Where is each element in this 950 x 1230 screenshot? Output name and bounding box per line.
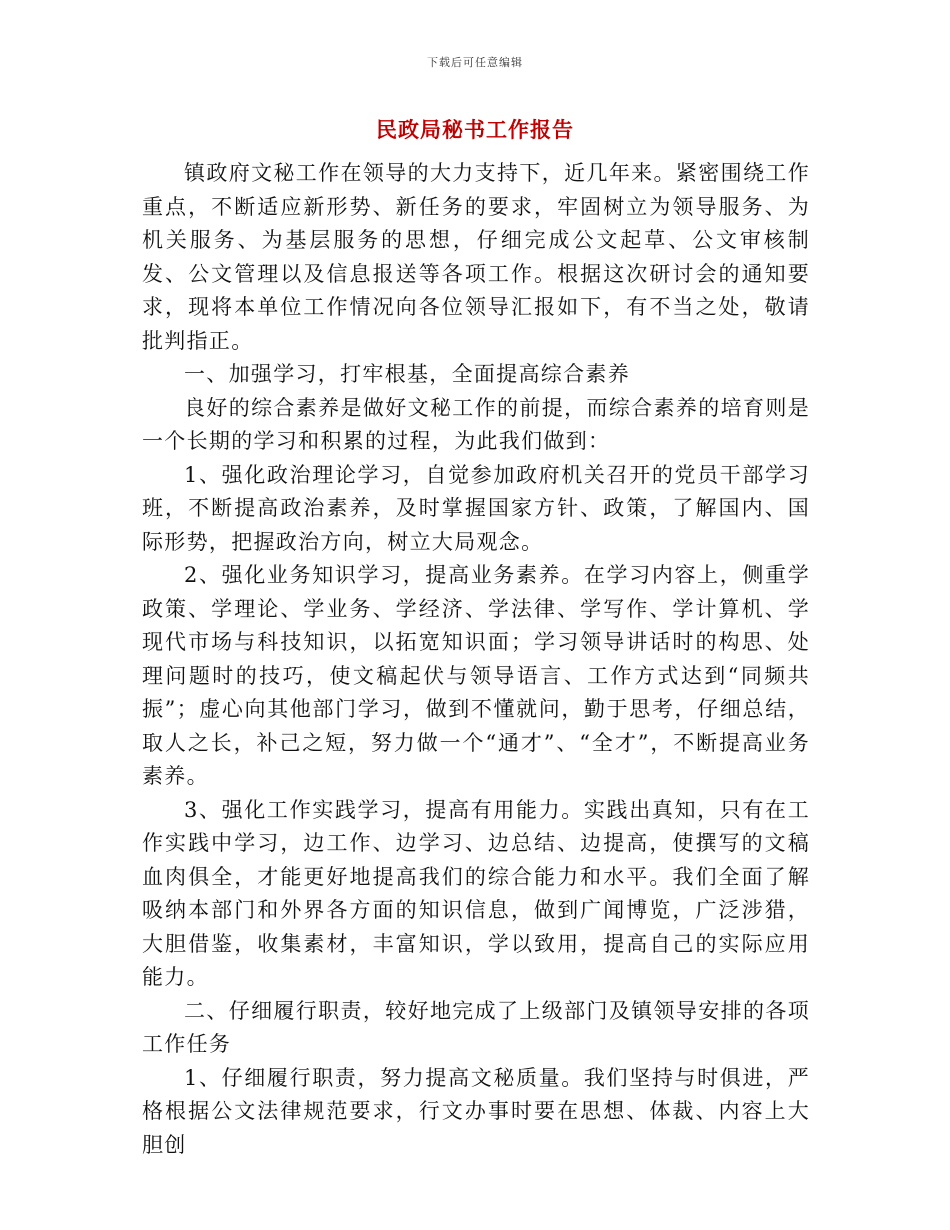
paragraph-item-2: 2、强化业务知识学习，提高业务素养。在学习内容上，侧重学政策、学理论、学业务、学经济、学法律、学写作、学计算机、学现代市场与科技知识，以拓宽知识面；学习领导讲话时的构思、处理问题时的技巧，使文稿起伏与领导语言、工作方式达到“同频共振”；虚心向其他部门学习，做到不懂就问，勤于思考，仔细总结，取人之长，补己之短，努力做一个“通才”、“全才”，不断提高业务素养。	[142, 563, 810, 788]
header-note: 下载后可任意编辑	[427, 56, 523, 69]
section-heading-2: 二、仔细履行职责，较好地完成了上级部门及镇领导安排的各项工作任务	[142, 998, 810, 1056]
section-heading-1: 一、加强学习，打牢根基，全面提高综合素养	[184, 362, 630, 386]
paragraph-section-1-intro: 良好的综合素养是做好文秘工作的前提，而综合素养的培育则是一个长期的学习和积累的过程，为此我们做到：	[142, 395, 810, 453]
document-body	[142, 157, 810, 1162]
document-title: 民政局秘书工作报告	[376, 117, 574, 142]
paragraph-item-1: 1、强化政治理论学习，自觉参加政府机关召开的党员干部学习班，不断提高政治素养，及时掌握国家方针、政策，了解国内、国际形势，把握政治方向，树立大局观念。	[142, 462, 810, 554]
paragraph-intro: 镇政府文秘工作在领导的大力支持下，近几年来。紧密围绕工作重点，不断适应新形势、新任务的要求，牢固树立为领导服务、为机关服务、为基层服务的思想，仔细完成公文起草、公文审核制发、公文管理以及信息报送等各项工作。根据这次研讨会的通知要求，现将本单位工作情况向各位领导汇报如下，有不当之处，敬请批判指正。	[142, 161, 810, 353]
paragraph-item-3: 3、强化工作实践学习，提高有用能力。实践出真知，只有在工作实践中学习，边工作、边学习、边总结、边提高，使撰写的文稿血肉俱全，才能更好地提高我们的综合能力和水平。我们全面了解吸纳本部门和外界各方面的知识信息，做到广闻博览，广泛涉猎，大胆借鉴，收集素材，丰富知识，学以致用，提高自己的实际应用能力。	[142, 797, 810, 989]
paragraph-section-2-item-1: 1、仔细履行职责，努力提高文秘质量。我们坚持与时俱进，严格根据公文法律规范要求，行文办事时要在思想、体裁、内容上大胆创	[142, 1065, 810, 1157]
